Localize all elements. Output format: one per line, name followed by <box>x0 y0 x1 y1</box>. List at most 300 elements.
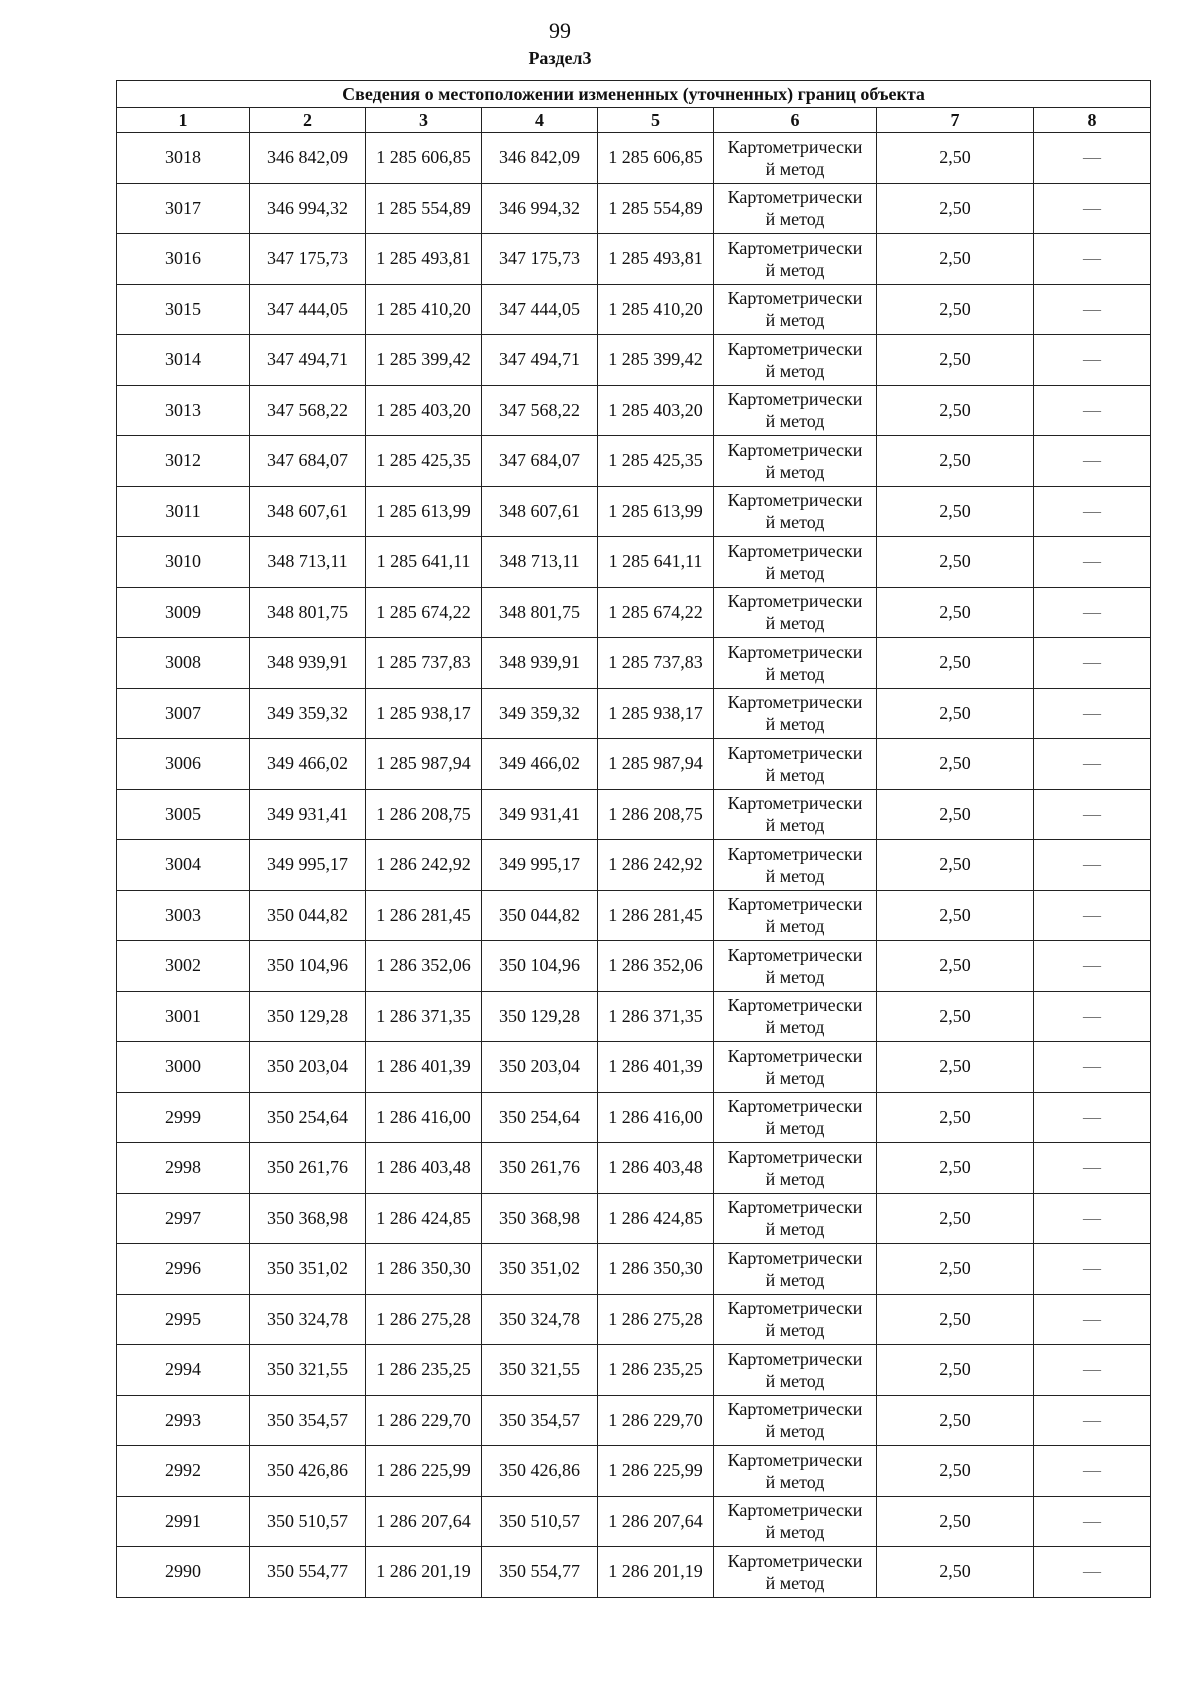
accuracy-cell: 2,50 <box>877 1092 1034 1143</box>
point-number-cell: 2997 <box>117 1193 250 1244</box>
note-cell: — <box>1034 1143 1151 1194</box>
point-number-cell: 3012 <box>117 436 250 487</box>
y-old-cell: 1 285 425,35 <box>366 436 482 487</box>
table-row <box>117 941 1151 992</box>
y-old-cell: 1 286 401,39 <box>366 1042 482 1093</box>
table-row <box>117 1244 1151 1295</box>
y-new-cell: 1 285 493,81 <box>598 234 714 285</box>
point-number-cell: 2994 <box>117 1345 250 1396</box>
accuracy-cell: 2,50 <box>877 1496 1034 1547</box>
method-line-1: Картометрически <box>727 1500 863 1521</box>
method-line-1: Картометрически <box>727 1247 863 1268</box>
column-number-4: 4 <box>482 108 598 133</box>
accuracy-cell: 2,50 <box>877 1446 1034 1497</box>
method-line-1: Картометрически <box>727 1146 863 1167</box>
y-new-cell: 1 286 416,00 <box>598 1092 714 1143</box>
y-new-cell: 1 285 425,35 <box>598 436 714 487</box>
x-new-cell: 348 801,75 <box>482 587 598 638</box>
x-new-cell: 350 426,86 <box>482 1446 598 1497</box>
point-number-cell: 3007 <box>117 688 250 739</box>
accuracy-cell: 2,50 <box>877 941 1034 992</box>
y-new-cell: 1 285 938,17 <box>598 688 714 739</box>
method-line-1: Картометрически <box>727 894 863 915</box>
accuracy-cell: 2,50 <box>877 1395 1034 1446</box>
note-cell: — <box>1034 1193 1151 1244</box>
y-new-cell: 1 285 403,20 <box>598 385 714 436</box>
note-cell: — <box>1034 183 1151 234</box>
x-old-cell: 350 351,02 <box>250 1244 366 1295</box>
x-new-cell: 347 494,71 <box>482 335 598 386</box>
point-number-cell: 3010 <box>117 537 250 588</box>
column-number-6: 6 <box>714 108 877 133</box>
y-new-cell: 1 286 352,06 <box>598 941 714 992</box>
method-cell <box>714 1345 877 1396</box>
y-old-cell: 1 285 987,94 <box>366 739 482 790</box>
x-new-cell: 349 466,02 <box>482 739 598 790</box>
table-row <box>117 436 1151 487</box>
method-line-2: й метод <box>765 1017 825 1038</box>
x-old-cell: 347 568,22 <box>250 385 366 436</box>
y-old-cell: 1 285 554,89 <box>366 183 482 234</box>
y-new-cell: 1 286 401,39 <box>598 1042 714 1093</box>
x-new-cell: 350 368,98 <box>482 1193 598 1244</box>
method-line-2: й метод <box>765 815 825 836</box>
x-old-cell: 347 444,05 <box>250 284 366 335</box>
table-row <box>117 133 1151 184</box>
table-row <box>117 1143 1151 1194</box>
accuracy-cell: 2,50 <box>877 537 1034 588</box>
method-line-2: й метод <box>765 1118 825 1139</box>
note-cell: — <box>1034 335 1151 386</box>
x-new-cell: 348 939,91 <box>482 638 598 689</box>
y-new-cell: 1 286 235,25 <box>598 1345 714 1396</box>
x-new-cell: 350 554,77 <box>482 1547 598 1598</box>
point-number-cell: 3016 <box>117 234 250 285</box>
method-line-2: й метод <box>765 360 825 381</box>
x-new-cell: 346 994,32 <box>482 183 598 234</box>
y-old-cell: 1 286 235,25 <box>366 1345 482 1396</box>
x-old-cell: 348 801,75 <box>250 587 366 638</box>
method-line-2: й метод <box>765 966 825 987</box>
method-cell <box>714 890 877 941</box>
x-old-cell: 347 175,73 <box>250 234 366 285</box>
x-old-cell: 350 426,86 <box>250 1446 366 1497</box>
note-cell: — <box>1034 1244 1151 1295</box>
x-old-cell: 350 368,98 <box>250 1193 366 1244</box>
y-old-cell: 1 286 242,92 <box>366 840 482 891</box>
method-cell <box>714 1395 877 1446</box>
point-number-cell: 3006 <box>117 739 250 790</box>
accuracy-cell: 2,50 <box>877 385 1034 436</box>
column-number-8: 8 <box>1034 108 1151 133</box>
method-line-1: Картометрически <box>727 1449 863 1470</box>
y-old-cell: 1 286 371,35 <box>366 991 482 1042</box>
y-new-cell: 1 286 208,75 <box>598 789 714 840</box>
accuracy-cell: 2,50 <box>877 890 1034 941</box>
method-line-1: Картометрически <box>727 591 863 612</box>
method-line-1: Картометрически <box>727 1399 863 1420</box>
note-cell: — <box>1034 587 1151 638</box>
point-number-cell: 3004 <box>117 840 250 891</box>
y-old-cell: 1 286 207,64 <box>366 1496 482 1547</box>
method-line-1: Картометрически <box>727 1550 863 1571</box>
point-number-cell: 2991 <box>117 1496 250 1547</box>
method-line-1: Картометрически <box>727 288 863 309</box>
accuracy-cell: 2,50 <box>877 335 1034 386</box>
point-number-cell: 3013 <box>117 385 250 436</box>
method-line-2: й метод <box>765 663 825 684</box>
y-new-cell: 1 286 201,19 <box>598 1547 714 1598</box>
table-row <box>117 335 1151 386</box>
method-cell <box>714 587 877 638</box>
method-cell <box>714 537 877 588</box>
method-cell <box>714 486 877 537</box>
y-old-cell: 1 285 493,81 <box>366 234 482 285</box>
y-old-cell: 1 285 938,17 <box>366 688 482 739</box>
table-row <box>117 840 1151 891</box>
note-cell: — <box>1034 789 1151 840</box>
method-cell <box>714 1193 877 1244</box>
note-cell: — <box>1034 991 1151 1042</box>
note-cell: — <box>1034 1042 1151 1093</box>
x-new-cell: 350 104,96 <box>482 941 598 992</box>
table-row <box>117 890 1151 941</box>
method-line-1: Картометрически <box>727 793 863 814</box>
x-new-cell: 350 354,57 <box>482 1395 598 1446</box>
point-number-cell: 3014 <box>117 335 250 386</box>
method-line-2: й метод <box>765 1219 825 1240</box>
point-number-cell: 3003 <box>117 890 250 941</box>
table-row <box>117 789 1151 840</box>
method-line-2: й метод <box>765 865 825 886</box>
x-new-cell: 350 324,78 <box>482 1294 598 1345</box>
y-old-cell: 1 286 201,19 <box>366 1547 482 1598</box>
x-old-cell: 350 104,96 <box>250 941 366 992</box>
column-number-5: 5 <box>598 108 714 133</box>
table-row <box>117 1092 1151 1143</box>
y-old-cell: 1 286 403,48 <box>366 1143 482 1194</box>
point-number-cell: 3008 <box>117 638 250 689</box>
x-old-cell: 350 203,04 <box>250 1042 366 1093</box>
accuracy-cell: 2,50 <box>877 789 1034 840</box>
x-new-cell: 349 931,41 <box>482 789 598 840</box>
table-row <box>117 1547 1151 1598</box>
note-cell: — <box>1034 890 1151 941</box>
note-cell: — <box>1034 1547 1151 1598</box>
method-line-2: й метод <box>765 411 825 432</box>
point-number-cell: 3002 <box>117 941 250 992</box>
y-new-cell: 1 285 641,11 <box>598 537 714 588</box>
method-line-2: й метод <box>765 310 825 331</box>
y-old-cell: 1 285 410,20 <box>366 284 482 335</box>
method-line-2: й метод <box>765 916 825 937</box>
method-cell <box>714 1143 877 1194</box>
x-old-cell: 349 466,02 <box>250 739 366 790</box>
page-number: 99 <box>549 18 571 43</box>
x-new-cell: 348 607,61 <box>482 486 598 537</box>
method-cell <box>714 1294 877 1345</box>
point-number-cell: 2992 <box>117 1446 250 1497</box>
y-old-cell: 1 285 606,85 <box>366 133 482 184</box>
x-old-cell: 349 931,41 <box>250 789 366 840</box>
note-cell: — <box>1034 385 1151 436</box>
note-cell: — <box>1034 739 1151 790</box>
y-old-cell: 1 286 208,75 <box>366 789 482 840</box>
method-line-1: Картометрически <box>727 1197 863 1218</box>
method-cell <box>714 789 877 840</box>
y-new-cell: 1 286 281,45 <box>598 890 714 941</box>
y-old-cell: 1 286 350,30 <box>366 1244 482 1295</box>
y-old-cell: 1 285 674,22 <box>366 587 482 638</box>
method-cell <box>714 991 877 1042</box>
x-new-cell: 347 684,07 <box>482 436 598 487</box>
accuracy-cell: 2,50 <box>877 587 1034 638</box>
accuracy-cell: 2,50 <box>877 991 1034 1042</box>
table-row <box>117 1496 1151 1547</box>
note-cell: — <box>1034 1345 1151 1396</box>
x-old-cell: 346 842,09 <box>250 133 366 184</box>
point-number-cell: 2995 <box>117 1294 250 1345</box>
accuracy-cell: 2,50 <box>877 840 1034 891</box>
method-line-1: Картометрически <box>727 136 863 157</box>
table-row <box>117 1395 1151 1446</box>
y-new-cell: 1 285 554,89 <box>598 183 714 234</box>
y-new-cell: 1 285 613,99 <box>598 486 714 537</box>
y-new-cell: 1 286 242,92 <box>598 840 714 891</box>
note-cell: — <box>1034 234 1151 285</box>
accuracy-cell: 2,50 <box>877 1042 1034 1093</box>
table-caption: Сведения о местоположении измененных (уточненных) границ объекта <box>117 81 1151 108</box>
accuracy-cell: 2,50 <box>877 688 1034 739</box>
x-new-cell: 349 359,32 <box>482 688 598 739</box>
method-cell <box>714 234 877 285</box>
y-new-cell: 1 285 410,20 <box>598 284 714 335</box>
method-line-2: й метод <box>765 1168 825 1189</box>
method-line-1: Картометрически <box>727 389 863 410</box>
x-new-cell: 350 203,04 <box>482 1042 598 1093</box>
x-new-cell: 350 129,28 <box>482 991 598 1042</box>
y-new-cell: 1 286 350,30 <box>598 1244 714 1295</box>
method-line-2: й метод <box>765 461 825 482</box>
x-old-cell: 350 324,78 <box>250 1294 366 1345</box>
x-new-cell: 347 175,73 <box>482 234 598 285</box>
note-cell: — <box>1034 840 1151 891</box>
method-line-2: й метод <box>765 613 825 634</box>
point-number-cell: 3009 <box>117 587 250 638</box>
method-cell <box>714 436 877 487</box>
y-new-cell: 1 286 371,35 <box>598 991 714 1042</box>
x-old-cell: 350 321,55 <box>250 1345 366 1396</box>
method-line-1: Картометрически <box>727 338 863 359</box>
method-line-2: й метод <box>765 764 825 785</box>
point-number-cell: 2990 <box>117 1547 250 1598</box>
x-old-cell: 350 354,57 <box>250 1395 366 1446</box>
y-new-cell: 1 286 275,28 <box>598 1294 714 1345</box>
y-old-cell: 1 285 403,20 <box>366 385 482 436</box>
note-cell: — <box>1034 436 1151 487</box>
column-number-7: 7 <box>877 108 1034 133</box>
note-cell: — <box>1034 486 1151 537</box>
table-row <box>117 183 1151 234</box>
table-row <box>117 1294 1151 1345</box>
method-cell <box>714 1446 877 1497</box>
point-number-cell: 2996 <box>117 1244 250 1295</box>
method-line-1: Картометрически <box>727 692 863 713</box>
method-line-1: Картометрически <box>727 540 863 561</box>
y-old-cell: 1 285 737,83 <box>366 638 482 689</box>
x-new-cell: 350 044,82 <box>482 890 598 941</box>
method-line-1: Картометрически <box>727 237 863 258</box>
method-line-1: Картометрически <box>727 944 863 965</box>
column-number-1: 1 <box>117 108 250 133</box>
method-cell <box>714 739 877 790</box>
method-line-2: й метод <box>765 1471 825 1492</box>
x-old-cell: 348 607,61 <box>250 486 366 537</box>
y-new-cell: 1 286 225,99 <box>598 1446 714 1497</box>
x-old-cell: 350 129,28 <box>250 991 366 1042</box>
y-old-cell: 1 285 641,11 <box>366 537 482 588</box>
note-cell: — <box>1034 1496 1151 1547</box>
y-old-cell: 1 286 352,06 <box>366 941 482 992</box>
method-line-1: Картометрически <box>727 742 863 763</box>
table-row <box>117 991 1151 1042</box>
table-body <box>117 133 1151 1598</box>
table-row <box>117 537 1151 588</box>
accuracy-cell: 2,50 <box>877 739 1034 790</box>
method-line-1: Картометрически <box>727 995 863 1016</box>
x-new-cell: 347 444,05 <box>482 284 598 335</box>
method-line-1: Картометрически <box>727 1096 863 1117</box>
accuracy-cell: 2,50 <box>877 1244 1034 1295</box>
method-cell <box>714 688 877 739</box>
x-new-cell: 346 842,09 <box>482 133 598 184</box>
table-row <box>117 1193 1151 1244</box>
x-old-cell: 350 044,82 <box>250 890 366 941</box>
x-new-cell: 350 261,76 <box>482 1143 598 1194</box>
method-line-2: й метод <box>765 1572 825 1593</box>
method-line-1: Картометрически <box>727 1298 863 1319</box>
table-row <box>117 638 1151 689</box>
method-line-2: й метод <box>765 714 825 735</box>
method-cell <box>714 941 877 992</box>
table-row <box>117 234 1151 285</box>
x-new-cell: 350 510,57 <box>482 1496 598 1547</box>
x-new-cell: 350 321,55 <box>482 1345 598 1396</box>
x-old-cell: 350 261,76 <box>250 1143 366 1194</box>
method-line-2: й метод <box>765 259 825 280</box>
accuracy-cell: 2,50 <box>877 1193 1034 1244</box>
method-line-2: й метод <box>765 1320 825 1341</box>
method-cell <box>714 840 877 891</box>
x-old-cell: 350 510,57 <box>250 1496 366 1547</box>
accuracy-cell: 2,50 <box>877 1547 1034 1598</box>
x-new-cell: 350 351,02 <box>482 1244 598 1295</box>
y-new-cell: 1 286 403,48 <box>598 1143 714 1194</box>
x-new-cell: 347 568,22 <box>482 385 598 436</box>
y-new-cell: 1 285 399,42 <box>598 335 714 386</box>
method-line-2: й метод <box>765 1421 825 1442</box>
note-cell: — <box>1034 133 1151 184</box>
note-cell: — <box>1034 1092 1151 1143</box>
table-row <box>117 739 1151 790</box>
method-cell <box>714 638 877 689</box>
method-cell <box>714 1244 877 1295</box>
y-new-cell: 1 285 987,94 <box>598 739 714 790</box>
x-old-cell: 350 554,77 <box>250 1547 366 1598</box>
accuracy-cell: 2,50 <box>877 436 1034 487</box>
accuracy-cell: 2,50 <box>877 284 1034 335</box>
method-line-2: й метод <box>765 209 825 230</box>
x-old-cell: 348 713,11 <box>250 537 366 588</box>
method-line-2: й метод <box>765 1370 825 1391</box>
note-cell: — <box>1034 688 1151 739</box>
method-line-1: Картометрически <box>727 843 863 864</box>
y-new-cell: 1 285 606,85 <box>598 133 714 184</box>
y-old-cell: 1 286 416,00 <box>366 1092 482 1143</box>
accuracy-cell: 2,50 <box>877 486 1034 537</box>
y-old-cell: 1 286 275,28 <box>366 1294 482 1345</box>
y-old-cell: 1 286 424,85 <box>366 1193 482 1244</box>
point-number-cell: 3018 <box>117 133 250 184</box>
note-cell: — <box>1034 284 1151 335</box>
x-old-cell: 350 254,64 <box>250 1092 366 1143</box>
x-old-cell: 347 684,07 <box>250 436 366 487</box>
y-new-cell: 1 286 207,64 <box>598 1496 714 1547</box>
column-number-2: 2 <box>250 108 366 133</box>
x-new-cell: 348 713,11 <box>482 537 598 588</box>
point-number-cell: 3015 <box>117 284 250 335</box>
x-new-cell: 349 995,17 <box>482 840 598 891</box>
accuracy-cell: 2,50 <box>877 183 1034 234</box>
point-number-cell: 3001 <box>117 991 250 1042</box>
boundary-coordinates-table <box>116 80 1151 1598</box>
table-row <box>117 284 1151 335</box>
section-title: Раздел3 <box>528 48 592 68</box>
method-cell <box>714 1092 877 1143</box>
method-line-2: й метод <box>765 1522 825 1543</box>
note-cell: — <box>1034 1395 1151 1446</box>
y-old-cell: 1 286 229,70 <box>366 1395 482 1446</box>
x-old-cell: 346 994,32 <box>250 183 366 234</box>
method-cell <box>714 183 877 234</box>
accuracy-cell: 2,50 <box>877 133 1034 184</box>
x-old-cell: 349 995,17 <box>250 840 366 891</box>
point-number-cell: 2993 <box>117 1395 250 1446</box>
column-number-3: 3 <box>366 108 482 133</box>
method-line-1: Картометрически <box>727 490 863 511</box>
accuracy-cell: 2,50 <box>877 1143 1034 1194</box>
point-number-cell: 3011 <box>117 486 250 537</box>
x-new-cell: 350 254,64 <box>482 1092 598 1143</box>
point-number-cell: 3005 <box>117 789 250 840</box>
method-cell <box>714 335 877 386</box>
note-cell: — <box>1034 638 1151 689</box>
method-cell <box>714 385 877 436</box>
note-cell: — <box>1034 1446 1151 1497</box>
method-line-2: й метод <box>765 512 825 533</box>
y-old-cell: 1 285 613,99 <box>366 486 482 537</box>
x-old-cell: 349 359,32 <box>250 688 366 739</box>
method-line-1: Картометрически <box>727 1348 863 1369</box>
method-line-1: Картометрически <box>727 1045 863 1066</box>
accuracy-cell: 2,50 <box>877 234 1034 285</box>
y-new-cell: 1 286 424,85 <box>598 1193 714 1244</box>
accuracy-cell: 2,50 <box>877 638 1034 689</box>
method-line-2: й метод <box>765 1269 825 1290</box>
method-line-2: й метод <box>765 158 825 179</box>
method-line-1: Картометрически <box>727 641 863 662</box>
method-cell <box>714 284 877 335</box>
